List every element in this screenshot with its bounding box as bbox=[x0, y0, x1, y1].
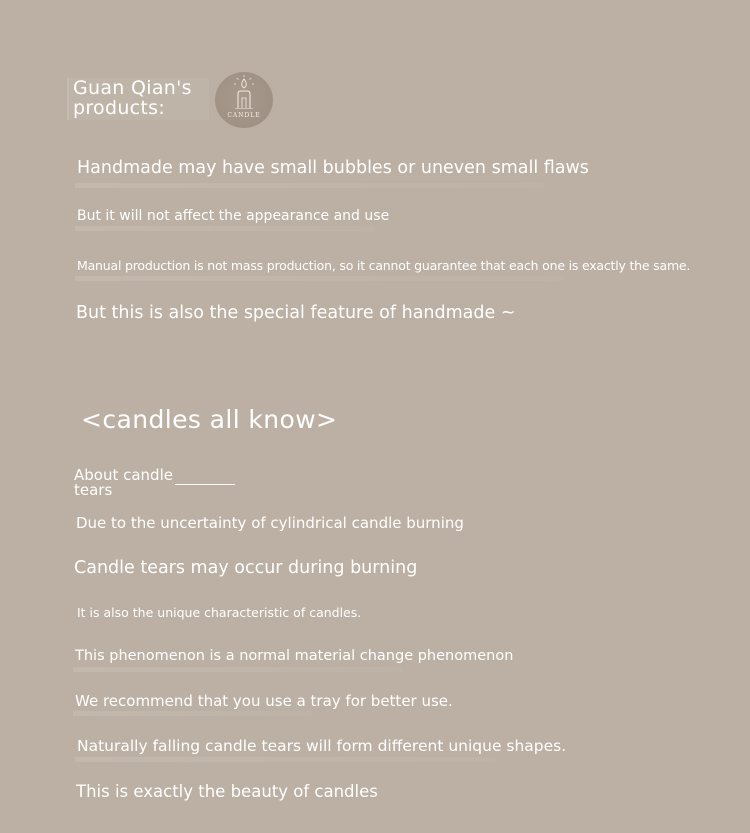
candle-tears-line: Candle tears may occur during burning bbox=[74, 558, 418, 578]
note-special-feature: But this is also the special feature of handmade ~ bbox=[76, 303, 516, 323]
candle-tears-line: We recommend that you use a tray for better use. bbox=[75, 692, 453, 710]
text-highlight-band bbox=[75, 226, 375, 231]
candle-tears-line: This phenomenon is a normal material change phenomenon bbox=[75, 648, 514, 664]
note-manual-production: Manual production is not mass production, so it cannot guarantee that each one is exactly the same. bbox=[77, 258, 691, 273]
candle-tears-line: This is exactly the beauty of candles bbox=[76, 782, 378, 801]
section-subtitle: About candle tears bbox=[74, 466, 173, 499]
logo-text: CANDLE bbox=[227, 112, 261, 119]
text-highlight-band bbox=[75, 276, 565, 281]
section-title: <candles all know> bbox=[81, 405, 338, 434]
note-appearance: But it will not affect the appearance and use bbox=[77, 208, 390, 224]
text-highlight-band bbox=[75, 757, 495, 762]
brand-title: Guan Qian's products: bbox=[73, 77, 192, 119]
candle-tears-line: Naturally falling candle tears will form different unique shapes. bbox=[77, 737, 567, 755]
text-highlight-band bbox=[73, 711, 313, 716]
text-highlight-band bbox=[75, 183, 545, 188]
candle-icon bbox=[215, 72, 273, 128]
candle-tears-line: Due to the uncertainty of cylindrical candle burning bbox=[76, 514, 464, 532]
text-highlight-band bbox=[73, 667, 403, 672]
candle-tears-line: It is also the unique characteristic of candles. bbox=[77, 605, 362, 620]
brand-logo bbox=[215, 72, 273, 128]
subtitle-underline bbox=[175, 484, 235, 485]
note-bubbles-flaws: Handmade may have small bubbles or uneven small flaws bbox=[77, 158, 589, 178]
